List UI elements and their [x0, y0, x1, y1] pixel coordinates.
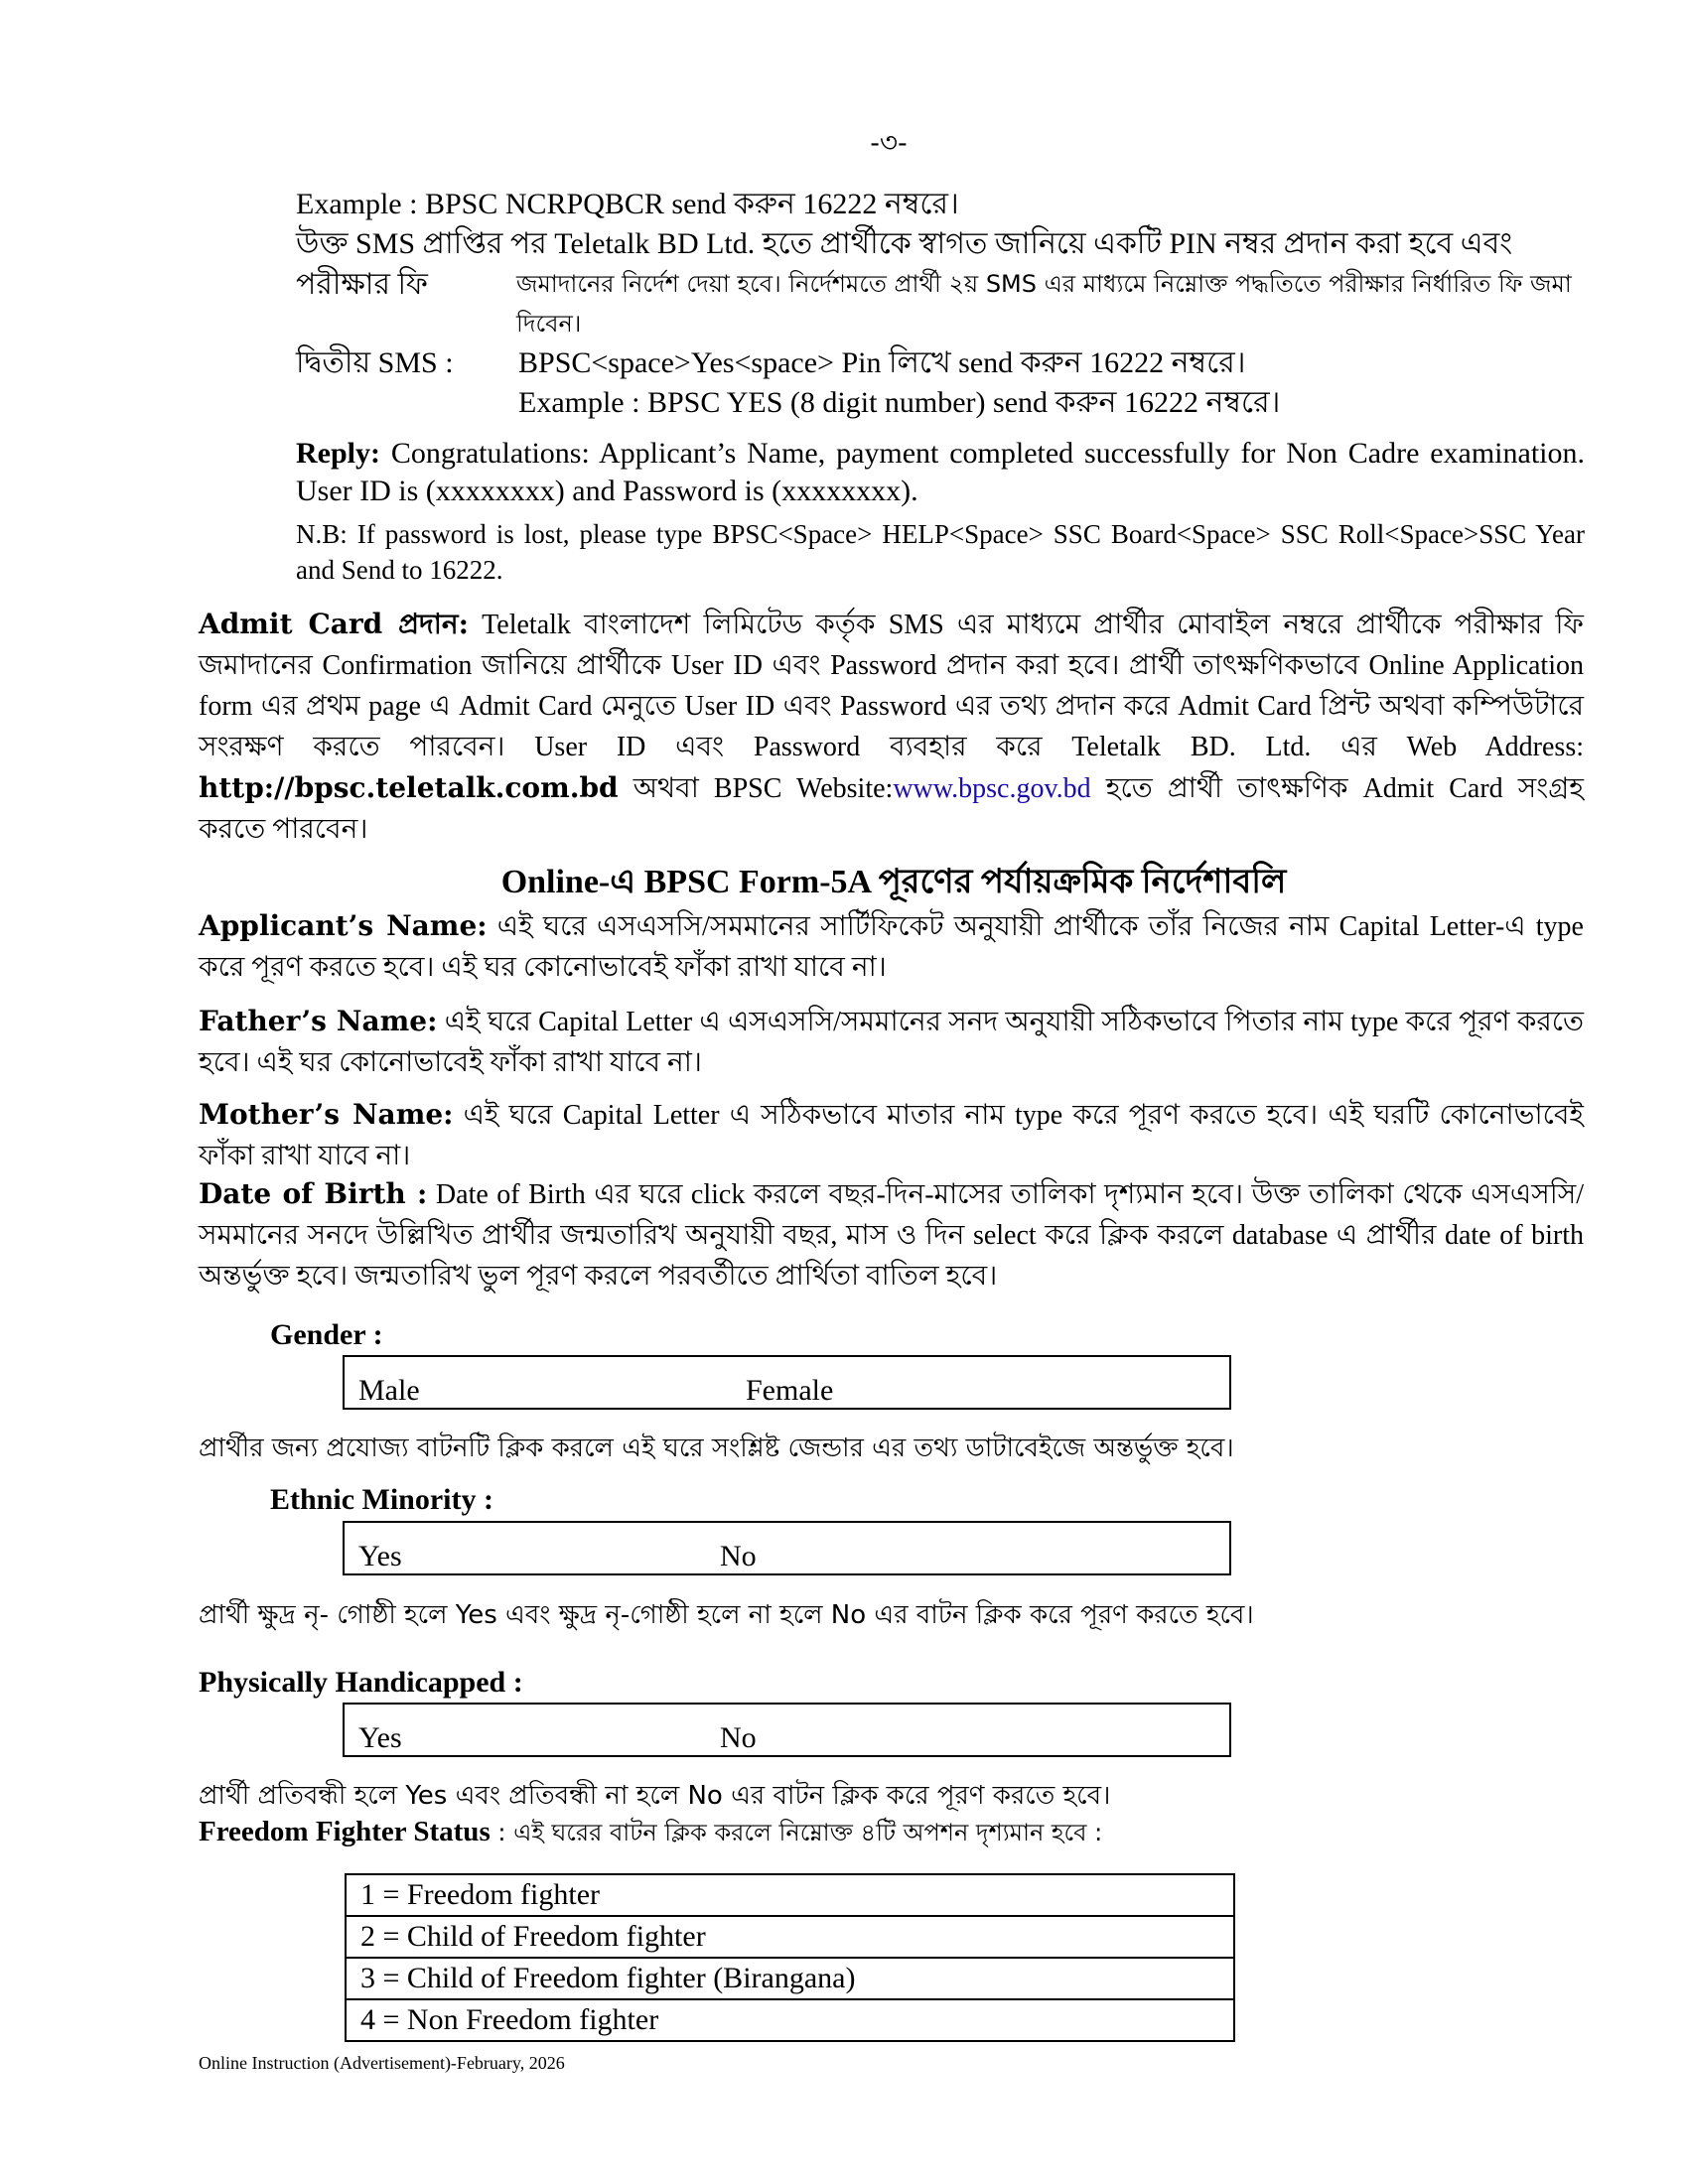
freedom-option-4[interactable]: 4 = Non Freedom fighter [346, 1999, 1234, 2041]
second-sms-label: দ্বিতীয় SMS : [296, 346, 454, 379]
mother-name-instruction [199, 1094, 1584, 1176]
handicapped-yes-option[interactable]: Yes [358, 1721, 402, 1754]
page-footer: Online Instruction (Advertisement)-February, 2026 [199, 2053, 565, 2073]
applicant-name-text: এই ঘরে এসএসসি/সমমানের সার্টিফিকেট অনুযায়ী প্রার্থীকে তাঁর নিজের নাম Capital Letter-এ type করে পূরণ করতে হবে। এই ঘর কোনোভাবেই ফাঁকা রাখা যাবে না। [199, 911, 1584, 983]
applicant-name-label: Applicant’s Name: [199, 909, 488, 942]
sms-pin-instruction-cont: জমাদানের নির্দেশ দেয়া হবে। নির্দেশমতে প্রার্থী ২য় SMS এর মাধ্যমে নিম্নোক্ত পদ্ধতিতে পরীক্ষার নির্ধারিত ফি জমা দিবেন। [516, 270, 1572, 338]
gender-label: Gender : [270, 1318, 383, 1351]
ethnic-no-option[interactable]: No [720, 1540, 757, 1572]
gender-note: প্রার্থীর জন্য প্রযোজ্য বাটনটি ক্লিক করলে এই ঘরে সংশ্লিষ্ট জেন্ডার এর তথ্য ডাটাবেইজে অন্তর্ভুক্ত হবে। [199, 1433, 1234, 1463]
admit-card-text: Teletalk বাংলাদেশ লিমিটেড কর্তৃক SMS এর মাধ্যমে প্রার্থীর মোবাইল নম্বরে প্রার্থীকে পরীক্ষার ফি জমাদানের Confirmation জানিয়ে প্রার্থীকে User ID এবং Password প্রদান করা হবে। প্রার্থী তাৎক্ষণিকভাবে Online Application form এর প্রথম page এ Admit Card মেনুতে User ID এবং Password এর তথ্য প্রদান করে Admit Card প্রিন্ট অথবা কম্পিউটারে সংরক্ষণ করতে পারবেন। User ID এবং Password ব্যবহার করে Teletalk BD. Ltd. এর Web Address: [199, 610, 1584, 762]
handicapped-label: Physically Handicapped : [199, 1666, 523, 1699]
ethnic-minority-label: Ethnic Minority : [270, 1483, 493, 1516]
reply-label: Reply: [296, 437, 380, 470]
table-row[interactable] [346, 1874, 1234, 1916]
freedom-fighter-label: Freedom Fighter Status [199, 1816, 491, 1847]
admit-card-section [199, 604, 1584, 850]
applicant-name-instruction [199, 905, 1584, 988]
mother-name-text: এই ঘরে Capital Letter এ সঠিকভাবে মাতার নাম type করে পূরণ করতে হবে। এই ঘরটি কোনোভাবেই ফাঁকা রাখা যাবে না। [199, 1100, 1584, 1171]
second-sms-example: Example : BPSC YES (8 digit number) send করুন 16222 নম্বরে। [518, 386, 1281, 419]
sms-example-1: Example : BPSC NCRPQBCR send করুন 16222 নম্বরে। [296, 188, 959, 220]
freedom-fighter-options-table [345, 1873, 1235, 2042]
handicapped-note: প্রার্থী প্রতিবন্ধী হলে Yes এবং প্রতিবন্ধী না হলে No এর বাটন ক্লিক করে পূরণ করতে হবে। [199, 1781, 1111, 1811]
table-row[interactable] [346, 1999, 1234, 2041]
page-number: -৩- [870, 126, 908, 159]
reply-text [296, 435, 1585, 510]
bpsc-website-link[interactable]: www.bpsc.gov.bd [893, 773, 1091, 804]
table-row[interactable] [346, 1916, 1234, 1958]
table-row[interactable] [346, 1958, 1234, 1999]
freedom-option-3[interactable]: 3 = Child of Freedom fighter (Birangana) [346, 1958, 1234, 1999]
second-sms-format: BPSC<space>Yes<space> Pin লিখে send করুন 16222 নম্বরে। [518, 346, 1246, 379]
freedom-option-2[interactable]: 2 = Child of Freedom fighter [346, 1916, 1234, 1958]
nb-note: N.B: If password is lost, please type BPSC<Space> HELP<Space> SSC Board<Space> SSC Roll<Space>SSC Year and Send to 16222. [296, 519, 1585, 585]
dob-label: Date of Birth : [199, 1177, 428, 1210]
section-title: Online-এ BPSC Form-5A পূরণের পর্যায়ক্রমিক নির্দেশাবলি [500, 864, 1287, 900]
admit-card-label: Admit Card প্রদান: [199, 608, 469, 640]
sms-pin-instruction: উক্ত SMS প্রাপ্তির পর Teletalk BD Ltd. হতে প্রার্থীকে স্বাগত জানিয়ে একটি PIN নম্বর প্রদান করা হবে এবং পরীক্ষার ফি [296, 227, 1513, 301]
gender-options [343, 1355, 1231, 1410]
ethnic-yes-option[interactable]: Yes [358, 1540, 402, 1572]
dob-instruction [199, 1173, 1584, 1297]
father-name-instruction [199, 1001, 1584, 1083]
freedom-fighter-text: : এই ঘরের বাটন ক্লিক করলে নিম্নোক্ত ৪টি অপশন দৃশ্যমান হবে : [490, 1819, 1103, 1846]
dob-text: Date of Birth এর ঘরে click করলে বছর-দিন-মাসের তালিকা দৃশ্যমান হবে। উক্ত তালিকা থেকে এসএসসি/সমমানের সনদে উল্লিখিত প্রার্থীর জন্মতারিখ অনুযায়ী বছর, মাস ও দিন select করে ক্লিক করলে database এ প্রার্থীর date of birth অন্তর্ভুক্ত হবে। জন্মতারিখ ভুল পূরণ করলে পরবর্তীতে প্রার্থিতা বাতিল হবে। [199, 1179, 1584, 1292]
gender-male-option[interactable]: Male [358, 1374, 420, 1407]
teletalk-url-link[interactable]: http://bpsc.teletalk.com.bd [199, 771, 619, 804]
reply-body: Congratulations: Applicant’s Name, payment completed successfully for Non Cadre examination. User ID is (xxxxxxxx) and Password is (xxxxxxxx). [296, 437, 1585, 507]
mother-name-label: Mother’s Name: [199, 1098, 454, 1131]
admit-card-mid: অথবা BPSC Website: [618, 773, 894, 804]
father-name-label: Father’s Name: [199, 1005, 438, 1037]
father-name-text: এই ঘরে Capital Letter এ এসএসসি/সমমানের সনদ অনুযায়ী সঠিকভাবে পিতার নাম type করে পূরণ করতে হবে। এই ঘর কোনোভাবেই ফাঁকা রাখা যাবে না। [199, 1007, 1584, 1078]
ethnic-minority-note: প্রার্থী ক্ষুদ্র নৃ- গোষ্ঠী হলে Yes এবং ক্ষুদ্র নৃ-গোষ্ঠী হলে না হলে No এর বাটন ক্লিক করে পূরণ করতে হবে। [199, 1600, 1254, 1630]
admit-card-end: হতে প্রার্থী তাৎক্ষণিক Admit Card সংগ্রহ করতে পারবেন। [199, 773, 1584, 845]
ethnic-minority-options [343, 1521, 1231, 1575]
gender-female-option[interactable]: Female [746, 1374, 834, 1407]
freedom-option-1[interactable]: 1 = Freedom fighter [346, 1874, 1234, 1916]
handicapped-options [343, 1703, 1231, 1757]
handicapped-no-option[interactable]: No [720, 1721, 757, 1754]
freedom-fighter-instruction [199, 1815, 1102, 1854]
